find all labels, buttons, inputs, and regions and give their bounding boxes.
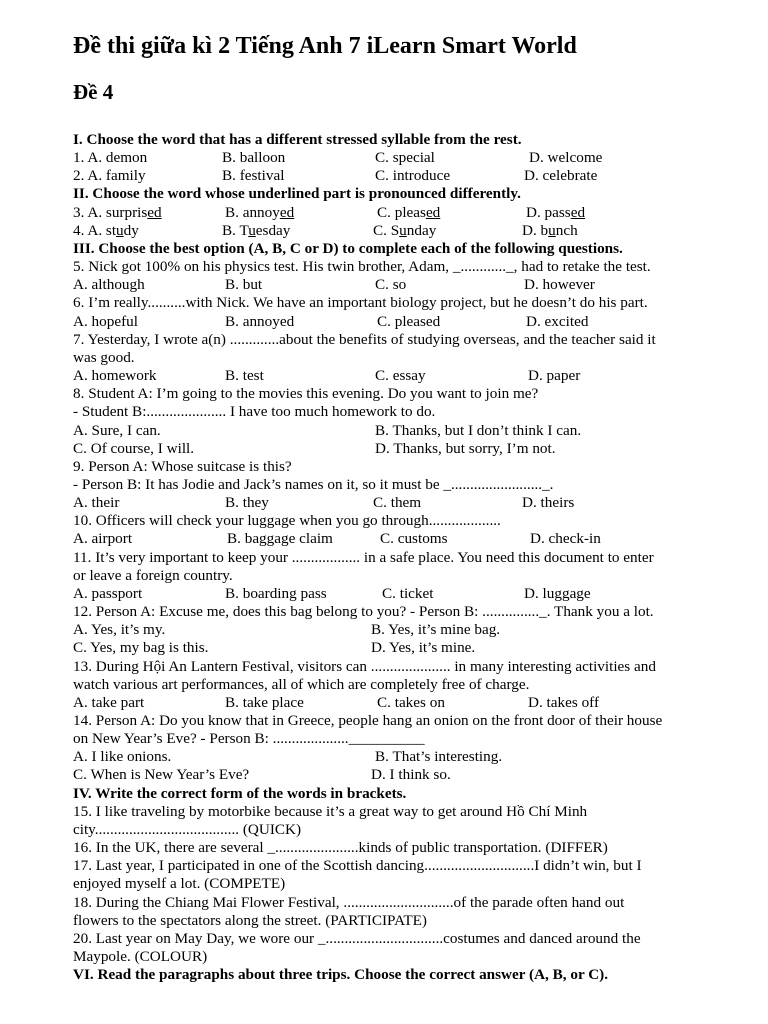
underlined-part: u (248, 221, 256, 239)
option-text: B. T (222, 221, 249, 239)
answer-option: C. introduce (375, 167, 451, 185)
question-line: city...................................... (QUICK) (73, 820, 302, 838)
section-heading: IV. Write the correct form of the words in brackets. (73, 784, 407, 802)
answer-options-row (73, 585, 733, 603)
question-line: flowers to the spectators along the street. (PARTICIPATE) (73, 911, 427, 929)
question-line: 16. In the UK, there are several _......................kinds of public transportation. (DIFFER) (73, 839, 608, 857)
question-line: on New Year’s Eve? - Person B: ....................__________ (73, 730, 425, 748)
question-line: 15. I like traveling by motorbike because it’s a great way to get around Hồ Chí Minh (73, 802, 588, 820)
question-line: 20. Last year on May Day, we wore our _...............................costumes and danced around the (73, 929, 641, 947)
answer-option: A. their (73, 494, 120, 512)
answer-option: C. customs (380, 530, 448, 548)
answer-option (526, 204, 585, 222)
question-line: enjoyed myself a lot. (COMPETE) (73, 875, 286, 893)
exam-number: Đề 4 (73, 80, 114, 104)
option-text-rest: dy (123, 221, 139, 239)
answer-option: C. them (373, 494, 422, 512)
underlined-part: ed (147, 203, 162, 221)
answer-option: C. essay (375, 367, 426, 385)
option-text: C. S (373, 221, 400, 239)
underlined-part: ed (425, 203, 441, 221)
question-line: 6. I’m really..........with Nick. We have an important biology project, but he doesn’t do his part. (73, 294, 648, 312)
answer-option: A. hopeful (73, 312, 138, 330)
underlined-part: u (116, 221, 124, 239)
answer-option (377, 204, 440, 222)
answer-option: C. so (375, 276, 407, 294)
answer-options-row (73, 367, 733, 385)
question-line: 17. Last year, I participated in one of the Scottish dancing.............................I didn’t win, but I (73, 857, 642, 875)
answer-option: B. annoyed (225, 312, 295, 330)
answer-option: A. although (73, 276, 145, 294)
answer-options-row (73, 639, 733, 657)
underlined-part: u (548, 221, 556, 239)
answer-option: C. special (375, 149, 435, 167)
answer-option: A. passport (73, 584, 143, 602)
answer-option: C. ticket (382, 584, 434, 602)
question-line: - Student B:..................... I have too much homework to do. (73, 403, 436, 421)
answer-option: D. theirs (522, 494, 575, 512)
answer-option: C. When is New Year’s Eve? (73, 766, 250, 784)
underlined-part: u (399, 221, 407, 239)
section-heading: I. Choose the word that has a different stressed syllable from the rest. (73, 131, 522, 148)
answer-option: D. excited (526, 312, 589, 330)
answer-option: C. takes on (377, 693, 445, 711)
question-line: Maypole. (COLOUR) (73, 948, 208, 966)
answer-option (373, 222, 436, 240)
question-line: 5. Nick got 100% on his physics test. His twin brother, Adam, _............_, had to retake the test. (73, 258, 651, 276)
answer-option: B. That’s interesting. (375, 748, 503, 766)
option-text-rest: nday (406, 221, 437, 239)
answer-option: B. baggage claim (227, 530, 333, 548)
document-title: Đề thi giữa kì 2 Tiếng Anh 7 iLearn Smart World (73, 33, 577, 59)
option-text-rest: esday (255, 221, 291, 239)
answer-option: C. Yes, my bag is this. (73, 639, 209, 657)
answer-option: B. boarding pass (225, 584, 327, 602)
option-text: B. annoy (225, 203, 280, 221)
question-line: 12. Person A: Excuse me, does this bag belong to you? - Person B: ..............._. Thank you a lot. (73, 603, 654, 621)
answer-option: A. I like onions. (73, 748, 172, 766)
question-line: 13. During Hội An Lantern Festival, visitors can ..................... in many interesting activities and (73, 657, 656, 675)
answer-option: B. Yes, it’s mine bag. (371, 621, 501, 639)
answer-option: D. celebrate (524, 167, 598, 185)
answer-options-row (73, 422, 733, 440)
option-text: D. pass (526, 203, 571, 221)
answer-option: B. festival (222, 167, 285, 185)
answer-options-row (73, 494, 733, 512)
answer-option: D. takes off (528, 693, 599, 711)
option-text-rest: nch (555, 221, 578, 239)
section-heading: II. Choose the word whose underlined part is pronounced differently. (73, 185, 521, 203)
answer-option: D. Yes, it’s mine. (371, 639, 476, 657)
answer-option: B. take place (225, 693, 304, 711)
answer-option: A. airport (73, 530, 133, 548)
answer-option: D. I think so. (371, 766, 451, 784)
question-line: watch various art performances, all of which are completely free of charge. (73, 675, 530, 693)
answer-option: B. test (225, 367, 264, 385)
question-line: 14. Person A: Do you know that in Greece, people hang an onion on the front door of their house (73, 712, 663, 729)
answer-option: B. balloon (222, 149, 286, 167)
answer-options-row (73, 440, 733, 458)
answer-options-row (73, 149, 733, 167)
question-line: 11. It’s very important to keep your .................. in a safe place. You need this document to enter (73, 548, 654, 566)
question-line: or leave a foreign country. (73, 566, 233, 584)
answer-option: 2. A. family (73, 167, 146, 185)
answer-option: D. paper (528, 367, 581, 385)
answer-option: D. welcome (529, 149, 603, 167)
underlined-part: ed (570, 203, 586, 221)
answer-option (73, 222, 139, 240)
answer-option: B. they (225, 494, 269, 512)
section-heading: III. Choose the best option (A, B, C or D) to complete each of the following questions. (73, 239, 623, 257)
answer-option: B. but (225, 276, 263, 294)
answer-options-row (73, 313, 733, 331)
answer-option: 1. A. demon (73, 149, 148, 167)
section-heading: VI. Read the paragraphs about three trips. Choose the correct answer (A, B, or C). (73, 966, 609, 984)
answer-option (522, 222, 578, 240)
answer-options-row (73, 167, 733, 185)
option-text: D. b (522, 221, 549, 239)
answer-option (222, 222, 290, 240)
answer-option: C. Of course, I will. (73, 439, 195, 457)
answer-option: A. take part (73, 693, 145, 711)
answer-option: B. Thanks, but I don’t think I can. (375, 421, 582, 439)
answer-option (73, 204, 162, 222)
answer-option: C. pleased (377, 312, 441, 330)
answer-options-row (73, 694, 733, 712)
underlined-part: ed (279, 203, 295, 221)
answer-options-row (73, 222, 733, 240)
answer-option: A. homework (73, 367, 157, 385)
answer-option: A. Yes, it’s my. (73, 621, 166, 639)
answer-options-row (73, 530, 733, 548)
answer-option: D. luggage (524, 584, 591, 602)
answer-option: D. check-in (530, 530, 601, 548)
question-line: - Person B: It has Jodie and Jack’s names on it, so it must be _........................_. (73, 475, 554, 493)
option-text: C. pleas (377, 203, 426, 221)
answer-option: D. Thanks, but sorry, I’m not. (375, 439, 556, 457)
answer-option: D. however (524, 276, 595, 294)
question-line: 7. Yesterday, I wrote a(n) .............about the benefits of studying overseas, and the teacher said it (73, 330, 656, 348)
answer-options-row (73, 276, 733, 294)
exam-content (73, 131, 733, 984)
option-text: 3. A. surpris (73, 203, 148, 221)
answer-option: A. Sure, I can. (73, 421, 161, 439)
question-line: 10. Officers will check your luggage when you go through................... (73, 512, 501, 530)
question-line: 8. Student A: I’m going to the movies this evening. Do you want to join me? (73, 385, 539, 403)
answer-options-row (73, 204, 733, 222)
answer-options-row (73, 621, 733, 639)
answer-option (225, 204, 294, 222)
answer-options-row (73, 766, 733, 784)
question-line: was good. (73, 348, 135, 366)
question-line: 9. Person A: Whose suitcase is this? (73, 457, 292, 475)
option-text: 4. A. st (73, 221, 117, 239)
answer-options-row (73, 748, 733, 766)
question-line: 18. During the Chiang Mai Flower Festival, .............................of the parade often hand out (73, 893, 625, 911)
